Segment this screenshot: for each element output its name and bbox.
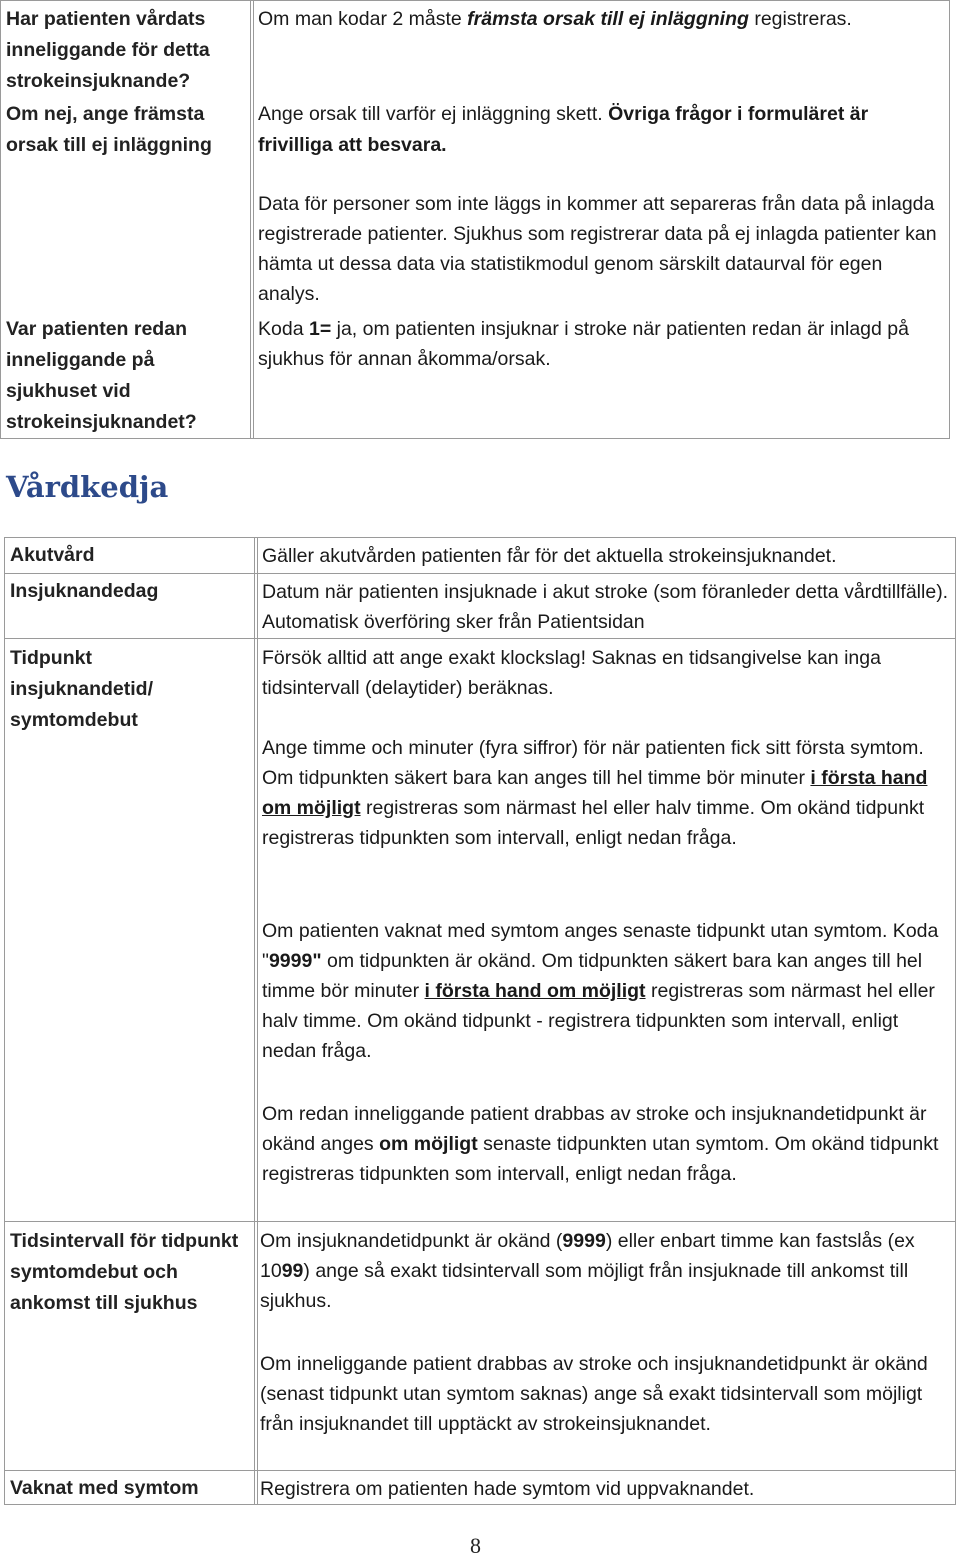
- label-akutvard: Akutvård: [10, 544, 95, 566]
- text-tidpunkt-p2: Ange timme och minuter (fyra siffror) för när patienten fick sitt första symtom. Om tidpunkten säkert bara kan anges till hel timme bör minuter i första hand om möjligt registreras som närmast hel eller halv timme. Om okänd tidpunkt registreras tidpunkten som intervall, enligt nedan fråga.: [262, 737, 928, 849]
- text-vaknat-med-symtom: Registrera om patienten hade symtom vid uppvaknandet.: [260, 1478, 755, 1500]
- text-tidpunkt-p3: Om patienten vaknat med symtom anges senaste tidpunkt utan symtom. Koda "9999" om tidpunkten är okänd. Om tidpunkten säkert bara kan anges till hel timme bör minuter i första hand om möjligt registreras som närmast hel eller halv timme. Om okänd tidpunkt - registrera tidpunkten som intervall, enligt nedan fråga.: [262, 920, 939, 1062]
- text-data-separeras: Data för personer som inte läggs in kommer att separeras från data på inlagda registrerade patienter. Sjukhus som registrerar data på ej inlagda patienter kan hämta ut dessa data via statistikmodul genom särskilt dataurval för egen analys.: [258, 193, 937, 305]
- label-vaknat-med-symtom: Vaknat med symtom: [10, 1477, 199, 1499]
- label-insjuknandedag: Insjuknandedag: [10, 580, 159, 602]
- text-tidsintervall-p2: Om inneliggande patient drabbas av stroke och insjuknandetidpunkt är okänd (senast tidpunkt utan symtom saknas) ange så exakt tidsintervall som möjligt från insjuknandet till upptäckt av strokeinsjuknandet.: [260, 1353, 928, 1435]
- text-insjuknandedag: Datum när patienten insjuknade i akut stroke (som föranleder detta vårdtillfälle). Automatisk överföring sker från Patientsidan: [262, 581, 949, 633]
- section-heading-vardkedja: Vårdkedja: [6, 470, 169, 504]
- text-koda-1-ja: Koda 1= ja, om patienten insjuknar i stroke när patienten redan är inlagd på sjukhus för annan åkomma/orsak.: [258, 318, 909, 370]
- text-akutvard: Gäller akutvården patienten får för det aktuella strokeinsjuknandet.: [262, 545, 837, 567]
- text-kod-2-framsta-orsak: Om man kodar 2 måste främsta orsak till ej inläggning registreras.: [258, 8, 852, 30]
- text-ange-orsak: Ange orsak till varför ej inläggning skett. Övriga frågor i formuläret är frivilliga att besvara.: [258, 103, 869, 156]
- text-tidsintervall-p1: Om insjuknandetidpunkt är okänd (9999) eller enbart timme kan fastslås (ex 1099) ange så exakt tidsintervall som möjligt från insjuknade till ankomst till sjukhus.: [260, 1230, 915, 1312]
- row-divider: [4, 1221, 956, 1222]
- label-tidsintervall: Tidsintervall för tidpunkt symtomdebut och ankomst till sjukhus: [10, 1230, 239, 1314]
- row-divider: [4, 638, 956, 639]
- page-number: 8: [470, 1533, 481, 1558]
- text-tidpunkt-p4: Om redan inneliggande patient drabbas av stroke och insjuknandetidpunkt är okänd anges om möjligt senaste tidpunkten utan symtom. Om okänd tidpunkt registreras tidpunkten som intervall, enligt nedan fråga.: [262, 1103, 939, 1185]
- row-divider: [4, 1470, 956, 1471]
- label-framsta-orsak-ej-inlaggning: Om nej, ange främsta orsak till ej inläggning: [6, 103, 212, 156]
- text-tidpunkt-p1: Försök alltid att ange exakt klockslag! Saknas en tidsangivelse kan inga tidsintervall (delaytider) beräknas.: [262, 647, 881, 699]
- row-divider: [4, 573, 956, 574]
- label-tidpunkt: Tidpunkt insjuknandetid/ symtomdebut: [10, 647, 154, 731]
- label-redan-inneliggande: Var patienten redan inneliggande på sjukhuset vid strokeinsjuknandet?: [6, 318, 197, 433]
- label-inneliggande-vardats: Har patienten vårdats inneliggande för detta strokeinsjuknande?: [6, 8, 210, 92]
